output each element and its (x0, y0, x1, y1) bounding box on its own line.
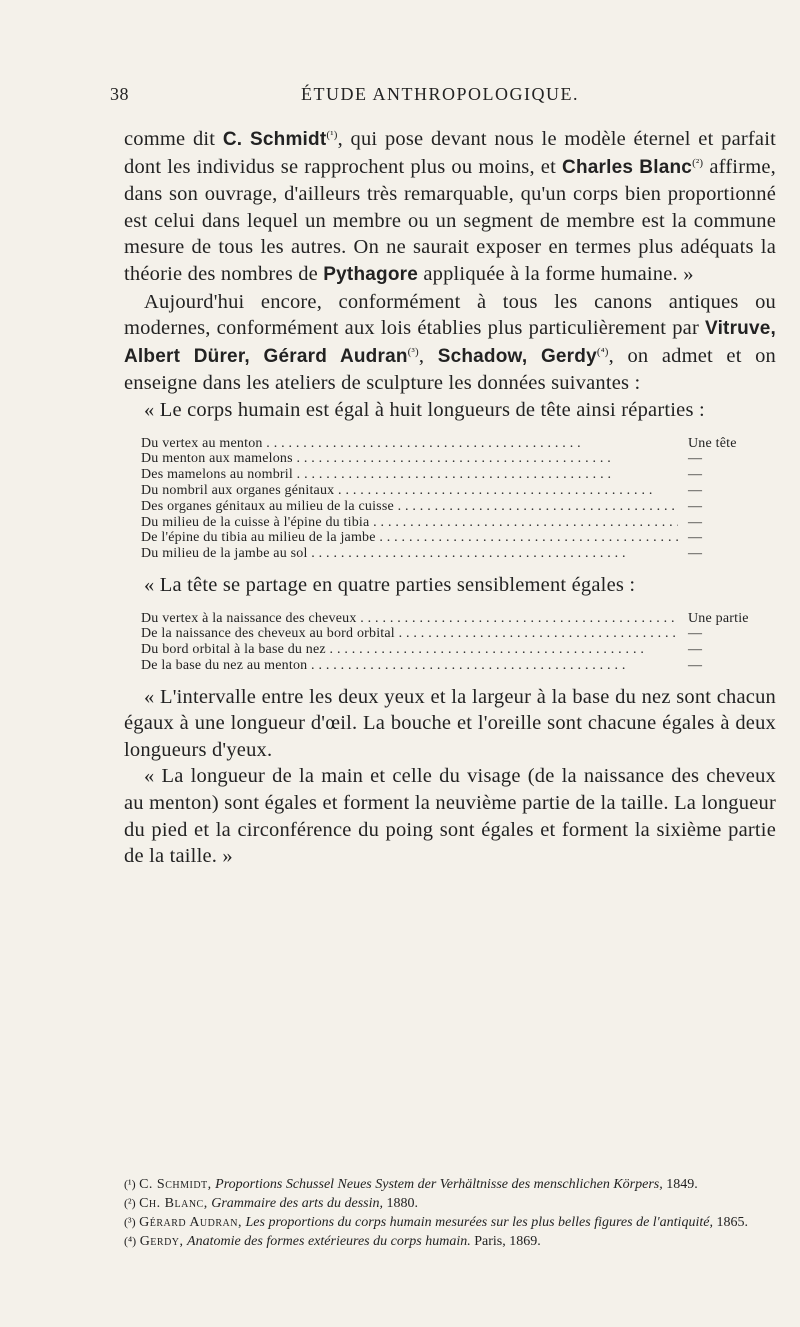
text-run: comme dit (124, 128, 223, 150)
table-row: De la base du nez au menton . . . — (124, 658, 776, 674)
paragraph-5: « L'intervalle entre les deux yeux et la largeur à la base du nez sont chacun égaux à une longueur d'œil. La bouche et l'oreille sont chacune égales à deux longueurs d'yeux. (124, 685, 776, 761)
paragraph-2 (124, 289, 776, 397)
name-schmidt: C. Schmidt (222, 129, 327, 150)
paragraph-1 (124, 126, 776, 289)
name-schadow: Schadow, Gerdy (437, 345, 597, 367)
footnote-3: (³) Gérard Audran, Les proportions du corps humain mesurées sur les plus belles figures de l'antiquité, 1865. (124, 1215, 748, 1230)
table-row: Du vertex au menton . . . Une tête (124, 436, 776, 452)
table-row: Du bord orbital à la base du nez . . . — (124, 642, 776, 658)
table-row: Du milieu de la jambe au sol . . . — (124, 546, 776, 562)
proportions-table-body (124, 436, 776, 562)
footnotes (124, 1175, 784, 1251)
footnote-ref-2: (²) (692, 156, 704, 169)
name-pythagore: Pythagore (323, 263, 419, 285)
footnote-4: (⁴) Gerdy, Anatomie des formes extérieures du corps humain. Paris, 1869. (124, 1234, 541, 1249)
proportions-table-head (124, 611, 776, 674)
footnote-ref-1: (¹) (326, 129, 338, 141)
running-head: ÉTUDE ANTHROPOLOGIQUE. (301, 84, 579, 104)
text-run: , on admet et on enseigne dans les ateliers de sculpture les données suivantes : (124, 344, 776, 395)
table-row: Du milieu de la cuisse à l'épine du tibia . . . — (124, 515, 776, 531)
table-row: Du menton aux mamelons . . . — (124, 451, 776, 467)
table-row: Du nombril aux organes génitaux . . . — (124, 483, 776, 499)
paragraph-3: « Le corps humain est égal à huit longueurs de tête ainsi réparties : (144, 398, 705, 421)
text-run: appliquée à la forme humaine. » (418, 262, 694, 285)
name-blanc: Charles Blanc (562, 156, 693, 178)
text-run: affirme, dans son ouvrage, d'ailleurs très remarquable, qu'un corps bien proportionné est celui dans lequel un membre ou un segment de membre est la commune mesure de tous les autres. On ne saurait exposer en termes plus adéquats la théorie des nombres de (124, 155, 776, 285)
page-header (110, 84, 770, 114)
footnote-ref-3: (³) (407, 345, 419, 358)
table-row: Des organes génitaux au milieu de la cuisse . . . — (124, 499, 776, 515)
paragraph-4: « La tête se partage en quatre parties sensiblement égales : (144, 573, 636, 596)
footnote-ref-4: (⁴) (596, 345, 609, 358)
table-row: Du vertex à la naissance des cheveux . . . Une partie (124, 611, 776, 627)
text-run: Aujourd'hui encore, conformément à tous les canons antiques ou modernes, conformément aux lois établies plus particulièrement par (124, 290, 776, 340)
table-row: De l'épine du tibia au milieu de la jambe . . . — (124, 530, 776, 546)
body-text (124, 126, 776, 870)
name-vitruve: Vitruve, Albert Dürer, Gérard Audran (124, 318, 776, 367)
page-number: 38 (110, 84, 129, 104)
table-row: De la naissance des cheveux au bord orbital . . . — (124, 626, 776, 642)
footnote-1: (¹) C. Schmidt, Proportions Schussel Neues System der Verhältnisse des menschlichen Körpers, 1849. (124, 1177, 698, 1192)
text-run: , (418, 344, 438, 367)
text-run: , qui pose devant nous le modèle éternel et parfait dont les individus se rapprochent plus ou moins, et (124, 128, 777, 178)
paragraph-6: « La longueur de la main et celle du visage (de la naissance des cheveux au menton) sont égales et forment la neuvième partie de la taille. La longueur du pied et la circonférence du poing sont égales et forment la sixième partie de la taille. » (124, 765, 776, 868)
footnote-2: (²) Ch. Blanc, Grammaire des arts du dessin, 1880. (124, 1196, 418, 1211)
table-row: Des mamelons au nombril . . . — (124, 467, 776, 483)
